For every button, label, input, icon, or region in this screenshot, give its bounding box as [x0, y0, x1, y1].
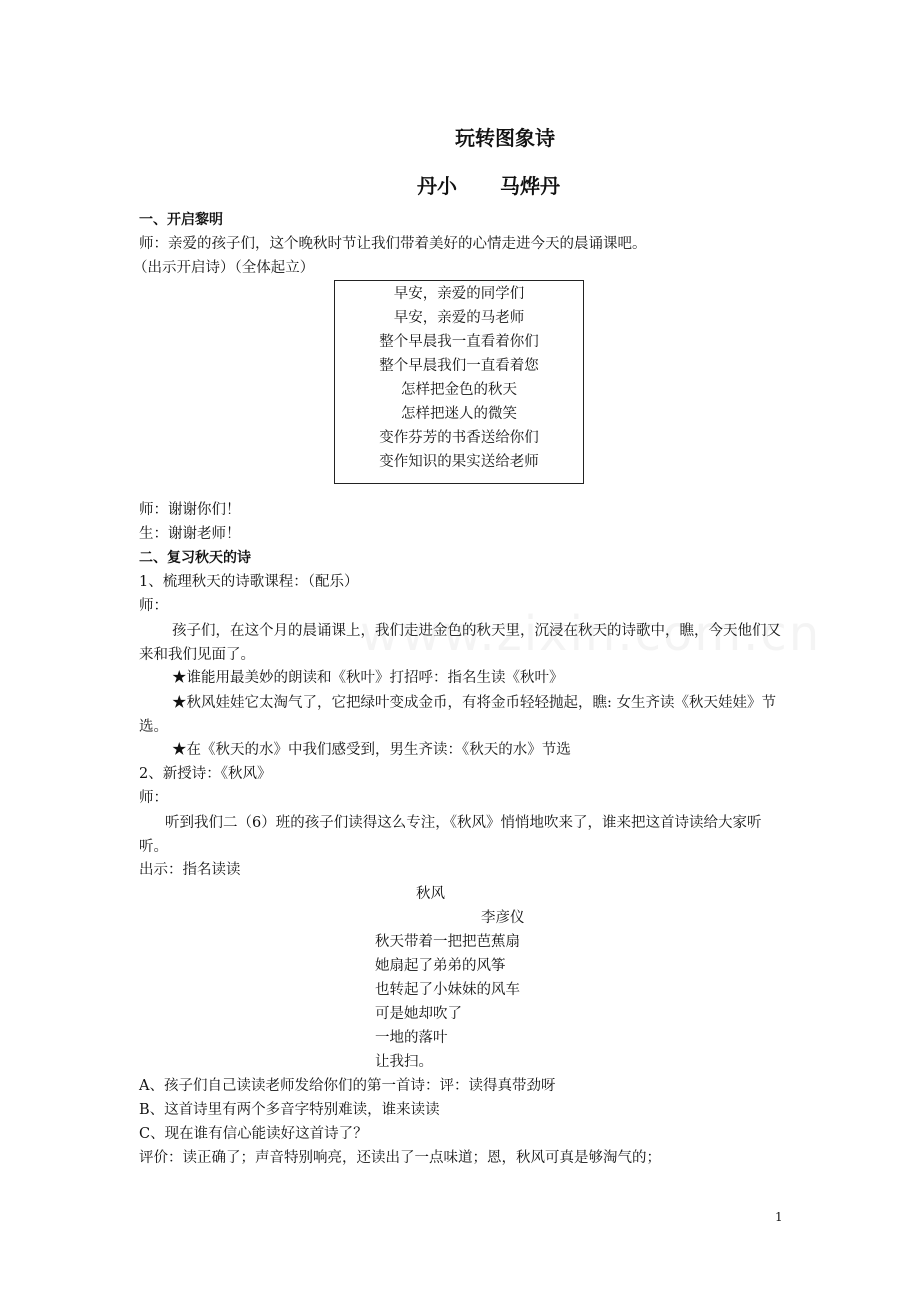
teacher-thanks: 师：谢谢你们！ — [139, 502, 241, 518]
evaluation-line: 评价：读正确了；声音特别响亮，还读出了一点味道；恩，秋风可真是够淘气的； — [139, 1150, 661, 1166]
teacher-greeting: 师：亲爱的孩子们，这个晚秋时节让我们带着美好的心情走进今天的晨诵课吧。 — [139, 236, 647, 252]
poem-line: 变作芬芳的书香送给你们 — [379, 430, 539, 446]
poem-line: 怎样把金色的秋天 — [401, 382, 517, 398]
poem-line: 早安，亲爱的马老师 — [393, 310, 525, 326]
item-c: C、现在谁有信心能读好这首诗了？ — [139, 1126, 368, 1142]
poem2-line: 一地的落叶 — [375, 1030, 448, 1046]
student-thanks: 生：谢谢老师！ — [139, 526, 241, 542]
show-line: 出示：指名读读 — [139, 862, 241, 878]
poem2-line: 让我扫。 — [375, 1054, 433, 1070]
star-item-3: ★在《秋天的水》中我们感受到，男生齐读：《秋天的水》节选 — [172, 742, 571, 758]
item-1: 1、梳理秋天的诗歌课程：（配乐） — [139, 574, 359, 590]
poem-author: 李彦仪 — [481, 910, 525, 926]
poem-line: 整个早晨我们一直看着您 — [379, 358, 539, 374]
paragraph-1: 孩子们，在这个月的晨诵课上，我们走进金色的秋天里，沉浸在秋天的诗歌中，瞧，今天他们又来和我们见面了。 — [139, 623, 781, 663]
item-b: B、这首诗里有两个多音字特别难读，谁来读读 — [139, 1102, 440, 1118]
section-heading-2: 二、复习秋天的诗 — [139, 550, 251, 566]
poem2-line: 她扇起了弟弟的风筝 — [375, 958, 506, 974]
star-item-2: ★秋风娃娃它太淘气了，它把绿叶变成金币，有将金币轻轻抛起，瞧: 女生齐读《秋天娃娃》节选。 — [139, 695, 776, 735]
teacher-label-2: 师： — [139, 790, 168, 806]
opening-poem-box — [334, 280, 584, 484]
poem2-line: 也转起了小妹妹的风车 — [375, 982, 520, 998]
poem-line: 怎样把迷人的微笑 — [401, 406, 517, 422]
section-heading-1: 一、开启黎明 — [139, 212, 223, 228]
author-name: 马烨丹 — [500, 174, 560, 198]
item-2: 2、新授诗：《秋风》 — [139, 766, 272, 782]
paragraph-2: 听到我们二（6）班的孩子们读得这么专注，《秋风》悄悄地吹来了，谁来把这首诗读给大家听听。 — [139, 815, 762, 855]
poem2-line: 可是她却吹了 — [375, 1006, 462, 1022]
poem-line: 整个早晨我一直看着你们 — [379, 334, 539, 350]
poem2-line: 秋天带着一把把芭蕉扇 — [375, 934, 520, 950]
teacher-label: 师： — [139, 598, 168, 614]
instruction-line: （出示开启诗）（全体起立） — [133, 260, 315, 276]
poem-line: 早安，亲爱的同学们 — [393, 286, 525, 302]
item-a: A、孩子们自己读读老师发给你们的第一首诗：评：读得真带劲呀 — [139, 1078, 556, 1094]
poem-line: 变作知识的果实送给老师 — [379, 454, 539, 470]
author-school: 丹小 — [417, 174, 457, 198]
star-item-1: ★谁能用最美妙的朗读和《秋叶》打招呼：指名生读《秋叶》 — [172, 670, 564, 686]
page-number: 1 — [775, 1210, 783, 1224]
poem-title: 秋风 — [416, 886, 445, 902]
document-title: 玩转图象诗 — [455, 126, 555, 150]
